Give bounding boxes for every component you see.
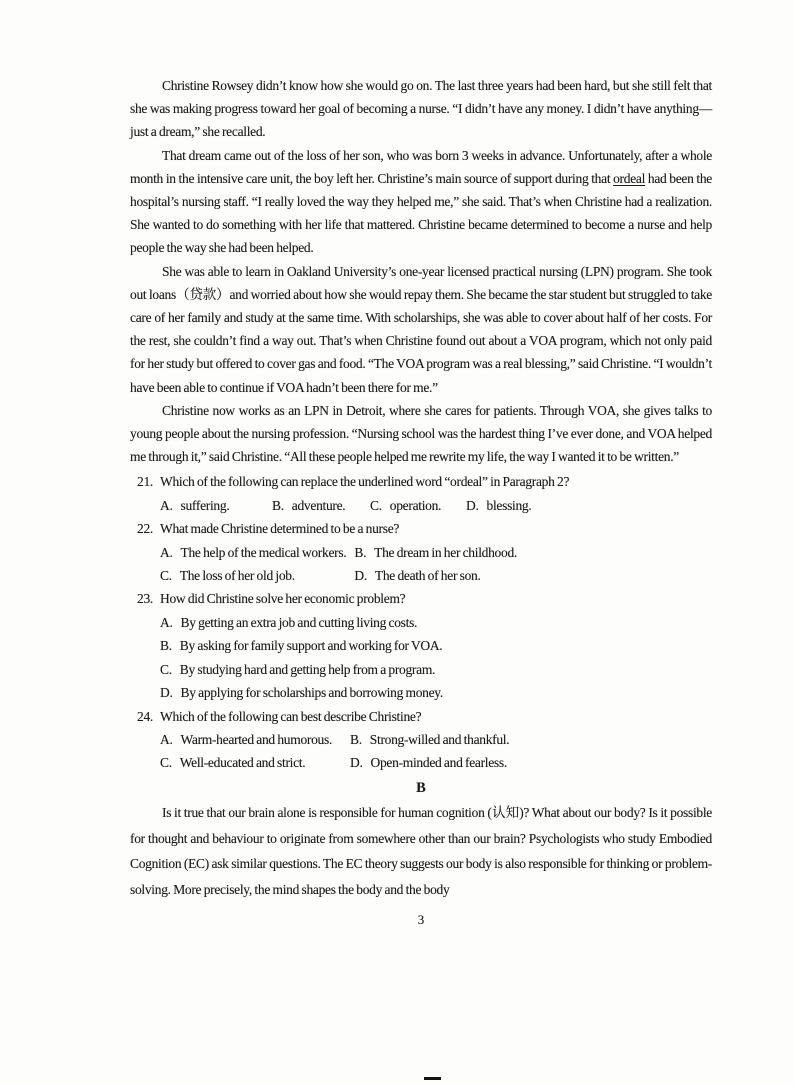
questions-section bbox=[130, 470, 712, 774]
question-21 bbox=[130, 470, 712, 517]
option-b bbox=[350, 728, 712, 751]
page-number: 3 bbox=[417, 911, 425, 927]
option-label: B. bbox=[272, 497, 284, 513]
underlined-word-ordeal: ordeal bbox=[613, 170, 646, 186]
question-number: 23. bbox=[137, 591, 153, 607]
option-text: suffering. bbox=[180, 497, 230, 513]
question-options bbox=[160, 494, 712, 517]
passage-b-heading: B bbox=[416, 779, 426, 796]
option-text: Strong-willed and thankful. bbox=[369, 731, 510, 747]
paragraph-text: Christine now works as an LPN in Detroit, where she cares for patients. Through VOA, she gives talks to young people about the nursing profession. “Nursing school was the hardest thing I’ve ever done, and VOA helped me through it,” said Christine. “All these people helped me rewrite my life, the way I wanted it to be written.” bbox=[130, 402, 712, 465]
option-a bbox=[160, 728, 350, 751]
option-a bbox=[160, 494, 272, 517]
option-text: The loss of her old job. bbox=[179, 568, 295, 584]
page-bottom-mark bbox=[424, 1077, 441, 1080]
passage-a-paragraph-1 bbox=[130, 74, 712, 144]
question-stem bbox=[137, 517, 712, 540]
option-label: A. bbox=[160, 614, 173, 630]
option-d bbox=[350, 751, 712, 774]
option-label: C. bbox=[160, 755, 172, 771]
option-c bbox=[160, 658, 712, 681]
question-number: 22. bbox=[137, 521, 153, 537]
option-text: By getting an extra job and cutting living costs. bbox=[180, 614, 418, 630]
option-label: C. bbox=[160, 568, 172, 584]
paragraph-text: She was able to learn in Oakland University’s one-year licensed practical nursing (LPN) program. She took out loans（贷款）and worried about how she would repay them. She became the star student but struggled to take care of her family and study at the same time. With scholarships, she was able to cover about half of her costs. For the rest, she couldn’t find a way out. That’s when Christine found out about a VOA program, which not only paid for her study but offered to cover gas and food. “The VOA program was a real blessing,” said Christine. “I wouldn’t have been able to continue if VOA hadn’t been there for me.” bbox=[130, 263, 712, 395]
paragraph-text: That dream came out of the loss of her son, who was born 3 weeks in advance. Unfortunately, after a whole month in the intensive care unit, the boy left her. Christine’s main source of support during that bbox=[130, 147, 712, 186]
question-23 bbox=[130, 587, 712, 704]
paragraph-text: had been the hospital’s nursing staff. “I really loved the way they helped me,” she said. That’s when Christine had a realization. She wanted to do something with her life that mattered. Christine became determined to become a nurse and help people the way she had been helped. bbox=[130, 170, 712, 256]
option-d bbox=[160, 681, 712, 704]
option-c bbox=[370, 494, 466, 517]
question-text: How did Christine solve her economic problem? bbox=[160, 591, 406, 607]
passage-a-paragraph-2 bbox=[130, 144, 712, 260]
question-number: 21. bbox=[137, 474, 153, 490]
option-d bbox=[354, 564, 712, 587]
page-content bbox=[130, 74, 712, 928]
question-number: 24. bbox=[137, 708, 153, 724]
option-c bbox=[160, 564, 354, 587]
question-options bbox=[160, 728, 712, 775]
question-24 bbox=[130, 705, 712, 775]
paragraph-text: Is it true that our brain alone is responsible for human cognition (认知)? What about our body? Is it possible for thought and behaviour to originate from somewhere other than our brain? Psychologists who study Embodied Cognition (EC) ask similar questions. The EC theory suggests our body is also responsible for thinking or problem-solving. More precisely, the mind shapes the body and the body bbox=[130, 804, 712, 898]
option-label: A. bbox=[160, 731, 173, 747]
option-text: By studying hard and getting help from a program. bbox=[179, 661, 436, 677]
option-label: B. bbox=[350, 731, 362, 747]
option-label: A. bbox=[160, 544, 173, 560]
option-b bbox=[272, 494, 370, 517]
option-label: B. bbox=[354, 544, 367, 560]
option-text: blessing. bbox=[486, 497, 532, 513]
option-text: Warm-hearted and humorous. bbox=[180, 731, 333, 747]
option-label: A. bbox=[160, 497, 173, 513]
option-label: C. bbox=[370, 497, 382, 513]
question-text: Which of the following can replace the underlined word “ordeal” in Paragraph 2? bbox=[160, 474, 570, 490]
question-options bbox=[160, 541, 712, 588]
question-stem bbox=[137, 470, 712, 493]
option-text: The death of her son. bbox=[374, 568, 481, 584]
option-text: By asking for family support and working for VOA. bbox=[179, 638, 443, 654]
option-text: The dream in her childhood. bbox=[374, 544, 517, 560]
option-c bbox=[160, 751, 350, 774]
option-d bbox=[466, 494, 712, 517]
question-text: Which of the following can best describe Christine? bbox=[160, 708, 422, 724]
option-b bbox=[160, 634, 712, 657]
question-stem bbox=[137, 705, 712, 728]
passage-a-paragraph-4 bbox=[130, 399, 712, 469]
question-text: What made Christine determined to be a nurse? bbox=[160, 521, 400, 537]
question-options bbox=[160, 611, 712, 705]
option-text: The help of the medical workers. bbox=[180, 544, 347, 560]
option-text: operation. bbox=[389, 497, 442, 513]
question-stem bbox=[137, 587, 712, 610]
option-label: B. bbox=[160, 638, 172, 654]
option-label: D. bbox=[354, 568, 367, 584]
passage-b-paragraph-1 bbox=[130, 800, 712, 903]
option-text: Well-educated and strict. bbox=[179, 755, 306, 771]
option-label: D. bbox=[160, 685, 173, 701]
passage-a-paragraph-3 bbox=[130, 260, 712, 399]
option-text: adventure. bbox=[291, 497, 346, 513]
option-b bbox=[354, 541, 712, 564]
option-label: D. bbox=[350, 755, 363, 771]
paragraph-text: Christine Rowsey didn’t know how she would go on. The last three years had been hard, but she still felt that she was making progress toward her goal of becoming a nurse. “I didn’t have any money. I didn’t have anything—just a dream,” she recalled. bbox=[130, 78, 712, 140]
option-label: C. bbox=[160, 661, 172, 677]
option-a bbox=[160, 611, 712, 634]
option-a bbox=[160, 541, 354, 564]
option-text: By applying for scholarships and borrowing money. bbox=[180, 685, 443, 701]
question-22 bbox=[130, 517, 712, 587]
option-text: Open-minded and fearless. bbox=[370, 755, 507, 771]
option-label: D. bbox=[466, 497, 479, 513]
